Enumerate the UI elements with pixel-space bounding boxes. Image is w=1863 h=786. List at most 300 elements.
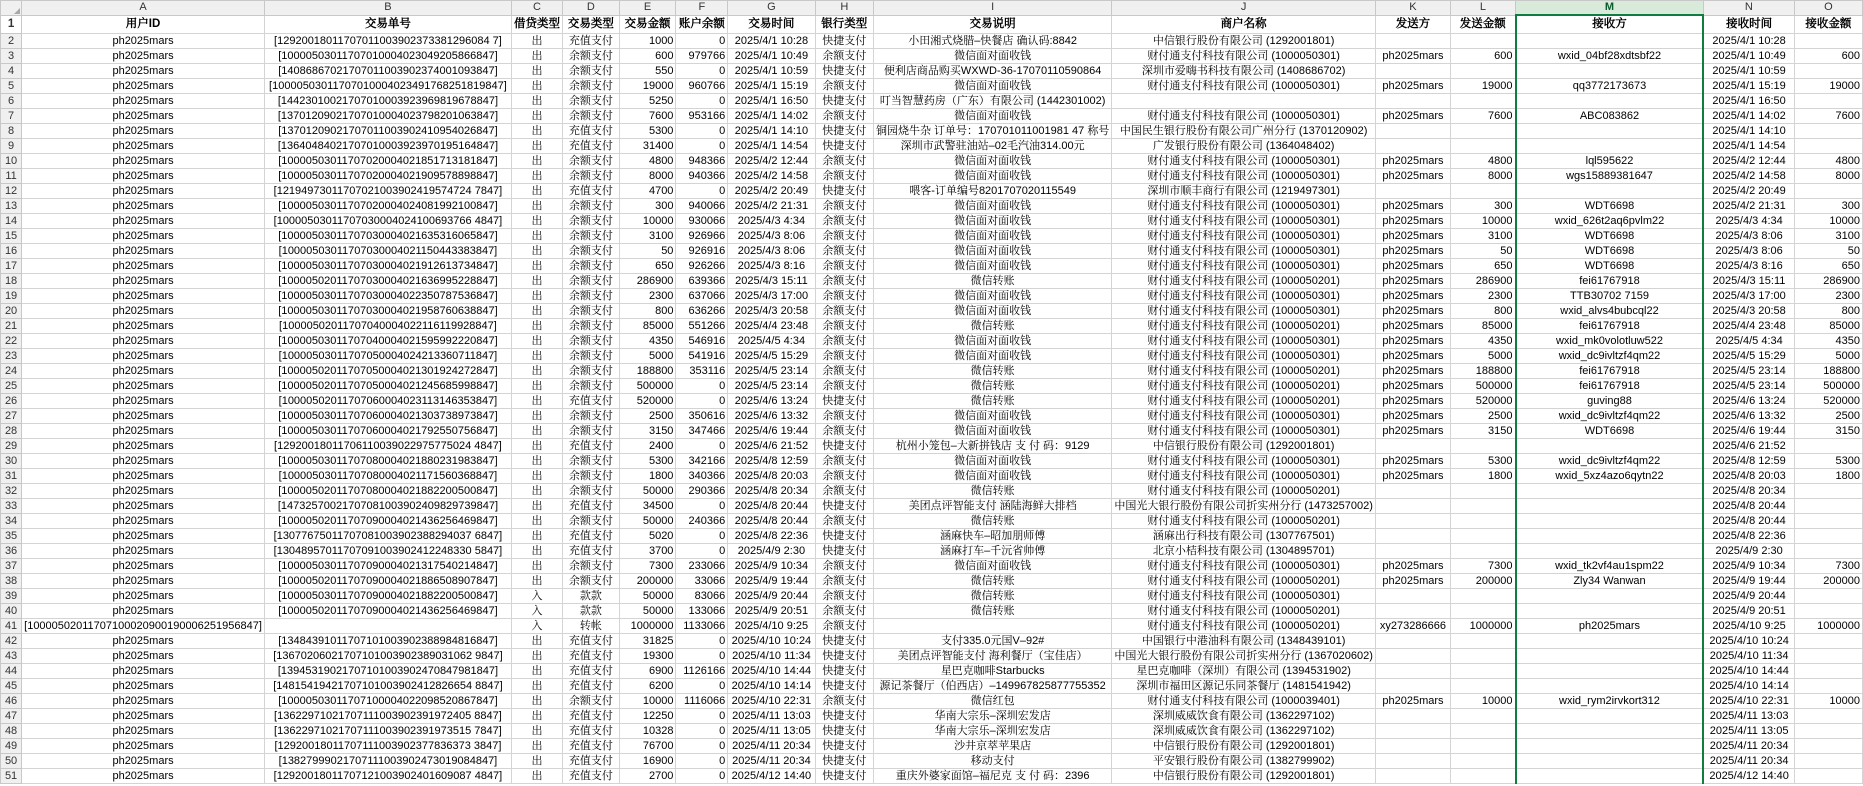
table-row[interactable] (1, 79, 1863, 94)
table-cell[interactable]: wxid_626t2aq6pvlm22 (1516, 214, 1704, 229)
table-cell[interactable]: 5250 (619, 94, 676, 109)
table-cell[interactable]: 7300 (1794, 559, 1862, 574)
table-cell[interactable] (1516, 139, 1704, 154)
table-cell[interactable]: ph2025mars (22, 79, 265, 94)
table-cell[interactable]: 微信转账 (873, 484, 1111, 499)
table-cell[interactable]: 2025/4/8 20:34 (728, 484, 815, 499)
table-cell[interactable]: 出 (511, 574, 562, 589)
table-cell[interactable] (1794, 739, 1862, 754)
table-cell[interactable]: [10000502011707090004021436256469847] (264, 604, 511, 619)
table-cell[interactable]: fei61767918 (1516, 364, 1704, 379)
table-cell[interactable]: 926266 (676, 259, 728, 274)
table-cell[interactable]: 充值支付 (562, 124, 619, 139)
table-row[interactable] (1, 214, 1863, 229)
table-cell[interactable]: 2025/4/2 21:31 (728, 199, 815, 214)
table-cell[interactable] (1794, 34, 1862, 49)
row-header[interactable]: 21 (1, 319, 22, 334)
table-cell[interactable]: 1800 (1794, 469, 1862, 484)
table-cell[interactable]: [12194973011707021003902419574724 7847] (264, 184, 511, 199)
table-cell[interactable]: 940366 (676, 169, 728, 184)
table-row[interactable] (1, 274, 1863, 289)
table-cell[interactable]: [10000502011707030004021636995228847] (264, 274, 511, 289)
table-cell[interactable]: 充值支付 (562, 709, 619, 724)
table-cell[interactable]: 微信面对面收钱 (873, 454, 1111, 469)
table-cell[interactable]: 出 (511, 514, 562, 529)
table-cell[interactable]: ph2025mars (22, 769, 265, 784)
table-cell[interactable]: 深圳市武警驻油站–02毛汽油314.00元 (873, 139, 1111, 154)
table-cell[interactable]: ph2025mars (22, 169, 265, 184)
table-cell[interactable] (1450, 94, 1515, 109)
table-row[interactable] (1, 409, 1863, 424)
table-cell[interactable]: 深圳市顺丰商行有限公司 (1219497301) (1112, 184, 1376, 199)
table-cell[interactable]: [13670206021707101003902389031062 9847] (264, 649, 511, 664)
table-cell[interactable]: [14815419421707101003902412826654 8847] (264, 679, 511, 694)
table-cell[interactable]: 财付通支付科技有限公司 (1000050301) (1112, 289, 1376, 304)
table-cell[interactable]: 5300 (1450, 454, 1515, 469)
table-cell[interactable]: 2500 (619, 409, 676, 424)
table-cell[interactable] (1516, 604, 1704, 619)
table-cell[interactable]: 2025/4/11 13:03 (728, 709, 815, 724)
table-cell[interactable]: 微信面对面收钱 (873, 334, 1111, 349)
table-cell[interactable] (1375, 634, 1450, 649)
table-cell[interactable] (1450, 34, 1515, 49)
row-header[interactable]: 51 (1, 769, 22, 784)
table-cell[interactable]: 50000 (619, 604, 676, 619)
table-cell[interactable]: 2025/4/9 20:51 (1703, 604, 1794, 619)
table-row[interactable] (1, 499, 1863, 514)
table-cell[interactable]: 2025/4/6 13:32 (1703, 409, 1794, 424)
table-cell[interactable]: 930066 (676, 214, 728, 229)
table-cell[interactable]: 2025/4/10 22:31 (1703, 694, 1794, 709)
table-cell[interactable]: 财付通支付科技有限公司 (1000050201) (1112, 274, 1376, 289)
table-cell[interactable]: 充值支付 (562, 184, 619, 199)
table-cell[interactable]: 2025/4/9 10:34 (728, 559, 815, 574)
table-cell[interactable]: 6200 (619, 679, 676, 694)
table-cell[interactable]: 10000 (1450, 694, 1515, 709)
row-header[interactable]: 32 (1, 484, 22, 499)
table-cell[interactable]: 2025/4/5 23:14 (1703, 364, 1794, 379)
column-header-a[interactable]: A (22, 1, 265, 16)
table-cell[interactable]: 财付通支付科技有限公司 (1000050301) (1112, 334, 1376, 349)
table-cell[interactable]: [13048957011707091003902412248330 5847] (264, 544, 511, 559)
table-cell[interactable]: 财付通支付科技有限公司 (1000050201) (1112, 394, 1376, 409)
table-cell[interactable]: fei61767918 (1516, 319, 1704, 334)
table-cell[interactable] (1794, 724, 1862, 739)
table-cell[interactable]: [10000503011707030004021150443383847] (264, 244, 511, 259)
table-cell[interactable]: 0 (676, 439, 728, 454)
row-header[interactable]: 10 (1, 154, 22, 169)
table-cell[interactable]: 财付通支付科技有限公司 (1000050301) (1112, 259, 1376, 274)
table-cell[interactable]: 3150 (1794, 424, 1862, 439)
table-cell[interactable]: 入 (511, 604, 562, 619)
table-cell[interactable]: 200000 (1794, 574, 1862, 589)
table-cell[interactable]: 0 (676, 34, 728, 49)
table-cell[interactable]: 637066 (676, 289, 728, 304)
table-cell[interactable]: 2025/4/10 11:34 (728, 649, 815, 664)
table-cell[interactable]: 出 (511, 274, 562, 289)
table-cell[interactable]: 喂客-订单编号8201707020115549 (873, 184, 1111, 199)
table-cell[interactable]: 50000 (619, 589, 676, 604)
table-cell[interactable]: 550 (619, 64, 676, 79)
table-cell[interactable]: 出 (511, 469, 562, 484)
table-cell[interactable]: 财付通支付科技有限公司 (1000050301) (1112, 214, 1376, 229)
table-cell[interactable] (1375, 664, 1450, 679)
row-header[interactable]: 12 (1, 184, 22, 199)
table-cell[interactable]: 快捷支付 (815, 664, 873, 679)
table-cell[interactable]: 19000 (619, 79, 676, 94)
table-cell[interactable]: 2025/4/9 20:44 (1703, 589, 1794, 604)
table-cell[interactable]: ph2025mars (22, 424, 265, 439)
table-cell[interactable]: 财付通支付科技有限公司 (1000050301) (1112, 559, 1376, 574)
column-header-i[interactable]: I (873, 1, 1111, 16)
table-cell[interactable]: [13077675011707081003902388294037 6847] (264, 529, 511, 544)
table-cell[interactable]: 财付通支付科技有限公司 (1000050301) (1112, 154, 1376, 169)
row-header[interactable]: 45 (1, 679, 22, 694)
table-cell[interactable]: 余额支付 (562, 454, 619, 469)
table-cell[interactable]: 290366 (676, 484, 728, 499)
table-cell[interactable]: 财付通支付科技有限公司 (1000050301) (1112, 109, 1376, 124)
table-cell[interactable]: 2025/4/10 22:31 (728, 694, 815, 709)
table-cell[interactable]: 1000000 (619, 619, 676, 634)
column-header-m[interactable]: M (1516, 1, 1704, 16)
table-row[interactable] (1, 109, 1863, 124)
table-cell[interactable]: 出 (511, 454, 562, 469)
table-cell[interactable]: 2025/4/2 14:58 (728, 169, 815, 184)
table-cell[interactable]: 19300 (619, 649, 676, 664)
table-cell[interactable]: 188800 (1794, 364, 1862, 379)
table-cell[interactable]: [10000502011707100020900190006251956847] (22, 619, 265, 634)
table-cell[interactable]: 650 (1450, 259, 1515, 274)
table-cell[interactable]: 出 (511, 439, 562, 454)
table-cell[interactable] (1375, 709, 1450, 724)
table-cell[interactable]: 2025/4/8 12:59 (728, 454, 815, 469)
table-cell[interactable]: 财付通支付科技有限公司 (1000050301) (1112, 169, 1376, 184)
table-cell[interactable]: 800 (1450, 304, 1515, 319)
table-row[interactable] (1, 649, 1863, 664)
table-cell[interactable]: 340366 (676, 469, 728, 484)
table-cell[interactable]: 2025/4/1 10:28 (1703, 34, 1794, 49)
table-cell[interactable]: 快捷支付 (815, 529, 873, 544)
table-cell[interactable]: 639366 (676, 274, 728, 289)
table-cell[interactable]: 充值支付 (562, 664, 619, 679)
table-cell[interactable]: 953166 (676, 109, 728, 124)
table-cell[interactable]: 800 (619, 304, 676, 319)
table-cell[interactable]: 华南大宗乐–深圳宏发店 (873, 724, 1111, 739)
table-cell[interactable]: 余额支付 (815, 484, 873, 499)
table-row[interactable] (1, 469, 1863, 484)
table-cell[interactable]: [10000502011707060004023113146353847] (264, 394, 511, 409)
row-header[interactable]: 11 (1, 169, 22, 184)
table-cell[interactable]: ph2025mars (22, 409, 265, 424)
table-cell[interactable]: [14423010021707010003923969819678847] (264, 94, 511, 109)
table-cell[interactable]: 2025/4/9 2:30 (1703, 544, 1794, 559)
table-cell[interactable]: 2025/4/3 15:11 (1703, 274, 1794, 289)
table-cell[interactable] (1794, 514, 1862, 529)
table-cell[interactable] (1450, 649, 1515, 664)
table-cell[interactable]: 充值支付 (562, 724, 619, 739)
table-cell[interactable]: 85000 (619, 319, 676, 334)
table-cell[interactable]: 3100 (619, 229, 676, 244)
table-cell[interactable]: 520000 (1450, 394, 1515, 409)
table-row[interactable] (1, 169, 1863, 184)
table-cell[interactable]: 1000000 (1450, 619, 1515, 634)
table-cell[interactable]: 2025/4/8 22:36 (728, 529, 815, 544)
column-header-g[interactable]: G (728, 1, 815, 16)
table-cell[interactable]: 1800 (619, 469, 676, 484)
table-cell[interactable]: 2025/4/9 19:44 (728, 574, 815, 589)
table-cell[interactable]: 76700 (619, 739, 676, 754)
table-cell[interactable]: ph2025mars (22, 334, 265, 349)
table-row[interactable] (1, 289, 1863, 304)
table-cell[interactable] (1516, 124, 1704, 139)
row-header[interactable]: 47 (1, 709, 22, 724)
table-cell[interactable]: 出 (511, 124, 562, 139)
table-cell[interactable]: 出 (511, 199, 562, 214)
row-header[interactable]: 50 (1, 754, 22, 769)
table-cell[interactable]: 2025/4/10 14:44 (728, 664, 815, 679)
table-cell[interactable] (1450, 484, 1515, 499)
column-header-n[interactable]: N (1703, 1, 1794, 16)
table-cell[interactable]: 余额支付 (815, 244, 873, 259)
table-cell[interactable]: 2025/4/6 21:52 (728, 439, 815, 454)
table-cell[interactable]: 入 (511, 589, 562, 604)
table-cell[interactable] (1450, 634, 1515, 649)
table-row[interactable] (1, 379, 1863, 394)
table-cell[interactable] (1450, 604, 1515, 619)
table-cell[interactable]: 财付通支付科技有限公司 (1000050201) (1112, 604, 1376, 619)
table-cell[interactable]: 余额支付 (562, 334, 619, 349)
table-cell[interactable]: 2025/4/2 21:31 (1703, 199, 1794, 214)
table-cell[interactable]: 2025/4/5 4:34 (1703, 334, 1794, 349)
table-cell[interactable]: 余额支付 (562, 154, 619, 169)
table-cell[interactable]: ph2025mars (22, 649, 265, 664)
table-cell[interactable]: 546916 (676, 334, 728, 349)
table-cell[interactable]: 入 (511, 619, 562, 634)
table-cell[interactable] (1450, 439, 1515, 454)
table-cell[interactable]: [12920018011707011003902373381296084 7] (264, 34, 511, 49)
table-cell[interactable]: 款款 (562, 604, 619, 619)
table-cell[interactable] (1375, 439, 1450, 454)
table-cell[interactable]: 2025/4/12 14:40 (728, 769, 815, 784)
table-cell[interactable]: 2025/4/11 13:05 (728, 724, 815, 739)
table-cell[interactable] (1516, 679, 1704, 694)
table-cell[interactable]: 200000 (1450, 574, 1515, 589)
table-cell[interactable]: 2025/4/11 13:05 (1703, 724, 1794, 739)
table-cell[interactable]: 出 (511, 694, 562, 709)
table-cell[interactable]: 2025/4/9 2:30 (728, 544, 815, 559)
table-cell[interactable]: 0 (676, 754, 728, 769)
table-cell[interactable]: 8000 (619, 169, 676, 184)
table-cell[interactable] (1375, 649, 1450, 664)
table-cell[interactable]: 4350 (1794, 334, 1862, 349)
table-cell[interactable]: [13484391011707101003902388984816847] (264, 634, 511, 649)
table-cell[interactable]: 中信银行股份有限公司 (1292001801) (1112, 439, 1376, 454)
column-header-row[interactable] (1, 1, 1863, 16)
table-cell[interactable] (1375, 754, 1450, 769)
table-cell[interactable]: [10000503011707030004021958760638847] (264, 304, 511, 319)
table-cell[interactable]: 0 (676, 379, 728, 394)
row-header[interactable]: 37 (1, 559, 22, 574)
table-cell[interactable]: ph2025mars (22, 469, 265, 484)
table-cell[interactable]: 余额支付 (562, 319, 619, 334)
table-cell[interactable]: 余额支付 (562, 694, 619, 709)
table-cell[interactable]: Zly34 Wanwan (1516, 574, 1704, 589)
table-cell[interactable]: 出 (511, 139, 562, 154)
table-cell[interactable]: 2025/4/3 8:16 (1703, 259, 1794, 274)
table-cell[interactable]: 出 (511, 484, 562, 499)
table-cell[interactable] (1450, 739, 1515, 754)
table-cell[interactable]: ph2025mars (22, 274, 265, 289)
table-cell[interactable]: ph2025mars (22, 724, 265, 739)
table-cell[interactable]: 8000 (1450, 169, 1515, 184)
table-cell[interactable]: 347466 (676, 424, 728, 439)
table-cell[interactable]: 余额支付 (815, 424, 873, 439)
table-cell[interactable]: 286900 (1794, 274, 1862, 289)
table-cell[interactable]: 2025/4/1 16:50 (728, 94, 815, 109)
table-row[interactable] (1, 634, 1863, 649)
table-cell[interactable]: 余额支付 (562, 574, 619, 589)
table-cell[interactable]: ph2025mars (22, 679, 265, 694)
table-cell[interactable] (1794, 664, 1862, 679)
table-cell[interactable] (1450, 544, 1515, 559)
table-cell[interactable]: 中信银行股份有限公司 (1292001801) (1112, 739, 1376, 754)
table-row[interactable] (1, 394, 1863, 409)
table-cell[interactable]: [10000502011707090004021886508907847] (264, 574, 511, 589)
table-cell[interactable]: 0 (676, 709, 728, 724)
table-cell[interactable]: 微信转账 (873, 274, 1111, 289)
table-cell[interactable]: 50 (1450, 244, 1515, 259)
column-header-f[interactable]: F (676, 1, 728, 16)
table-cell[interactable]: 342166 (676, 454, 728, 469)
table-cell[interactable]: 涵麻快车–昭加朋师傅 (873, 529, 1111, 544)
table-cell[interactable]: 出 (511, 679, 562, 694)
table-cell[interactable] (1375, 769, 1450, 784)
table-cell[interactable]: 余额支付 (562, 49, 619, 64)
table-cell[interactable]: ph2025mars (22, 289, 265, 304)
table-cell[interactable]: 美团点评智能支付 涵陆海鲜大排档 (873, 499, 1111, 514)
table-cell[interactable]: 948366 (676, 154, 728, 169)
table-cell[interactable]: ph2025mars (1375, 229, 1450, 244)
table-cell[interactable]: 支付335.0元国V–92# (873, 634, 1111, 649)
table-cell[interactable]: 4800 (1794, 154, 1862, 169)
table-cell[interactable]: wxid_dc9ivltzf4qm22 (1516, 349, 1704, 364)
table-cell[interactable]: 深圳威威饮食有限公司 (1362297102) (1112, 709, 1376, 724)
table-cell[interactable]: 微信面对面收钱 (873, 469, 1111, 484)
table-cell[interactable]: 快捷支付 (815, 709, 873, 724)
table-cell[interactable]: 出 (511, 769, 562, 784)
table-cell[interactable]: 余额支付 (815, 214, 873, 229)
table-cell[interactable]: 2025/4/11 20:34 (728, 739, 815, 754)
table-cell[interactable]: 133066 (676, 604, 728, 619)
table-cell[interactable]: 余额支付 (562, 79, 619, 94)
row-header[interactable]: 49 (1, 739, 22, 754)
table-cell[interactable]: 2025/4/10 14:44 (1703, 664, 1794, 679)
table-cell[interactable]: 快捷支付 (815, 184, 873, 199)
row-header[interactable]: 9 (1, 139, 22, 154)
table-cell[interactable]: 出 (511, 319, 562, 334)
table-cell[interactable] (1794, 139, 1862, 154)
table-cell[interactable]: 微信面对面收钱 (873, 289, 1111, 304)
table-cell[interactable] (1794, 94, 1862, 109)
table-cell[interactable]: [10000503011707090004021317540214847] (264, 559, 511, 574)
table-cell[interactable]: 500000 (1794, 379, 1862, 394)
table-cell[interactable]: 19000 (1794, 79, 1862, 94)
table-cell[interactable] (1375, 124, 1450, 139)
table-cell[interactable] (1516, 94, 1704, 109)
table-cell[interactable]: 2025/4/5 4:34 (728, 334, 815, 349)
table-cell[interactable]: 源记茶餐厅（伯西店）–149967825877755352 (873, 679, 1111, 694)
table-cell[interactable]: 2025/4/10 11:34 (1703, 649, 1794, 664)
table-cell[interactable] (1516, 754, 1704, 769)
table-cell[interactable]: 出 (511, 499, 562, 514)
table-cell[interactable]: 余额支付 (815, 274, 873, 289)
table-cell[interactable]: ph2025mars (1516, 619, 1704, 634)
table-cell[interactable]: 涵麻打车–千沅省帅傅 (873, 544, 1111, 559)
table-cell[interactable]: 微信面对面收钱 (873, 214, 1111, 229)
table-cell[interactable]: 2025/4/8 20:34 (1703, 484, 1794, 499)
table-cell[interactable]: 940066 (676, 199, 728, 214)
table-cell[interactable]: 快捷支付 (815, 34, 873, 49)
table-cell[interactable]: ph2025mars (22, 499, 265, 514)
table-cell[interactable] (1516, 589, 1704, 604)
table-cell[interactable]: ph2025mars (22, 64, 265, 79)
table-cell[interactable] (1516, 634, 1704, 649)
table-cell[interactable]: 2025/4/3 8:16 (728, 259, 815, 274)
table-cell[interactable]: 2025/4/1 10:59 (728, 64, 815, 79)
table-cell[interactable]: 快捷支付 (815, 739, 873, 754)
row-header[interactable]: 34 (1, 514, 22, 529)
table-cell[interactable]: 34500 (619, 499, 676, 514)
table-cell[interactable]: 2025/4/10 9:25 (1703, 619, 1794, 634)
table-cell[interactable]: 充值支付 (562, 394, 619, 409)
table-cell[interactable]: 出 (511, 229, 562, 244)
table-cell[interactable]: 财付通支付科技有限公司 (1000050201) (1112, 379, 1376, 394)
table-cell[interactable]: 中国光大银行股份有限公司折实州分行 (1367020602) (1112, 649, 1376, 664)
table-cell[interactable]: 余额支付 (562, 469, 619, 484)
table-cell[interactable]: wxid_mk0volotluw522 (1516, 334, 1704, 349)
table-cell[interactable]: [10000502011707050004021245685998847] (264, 379, 511, 394)
table-cell[interactable]: ph2025mars (22, 664, 265, 679)
table-cell[interactable]: 10000 (1794, 694, 1862, 709)
table-cell[interactable]: [10000503011707030004024100693766 4847] (264, 214, 511, 229)
table-cell[interactable]: 2025/4/5 23:14 (1703, 379, 1794, 394)
table-cell[interactable]: 微信面对面收钱 (873, 559, 1111, 574)
table-cell[interactable]: [10000502011707040004022116119928847] (264, 319, 511, 334)
table-cell[interactable]: 出 (511, 649, 562, 664)
table-cell[interactable] (1450, 64, 1515, 79)
table-cell[interactable]: 10328 (619, 724, 676, 739)
table-cell[interactable]: 余额支付 (562, 109, 619, 124)
table-cell[interactable]: 2025/4/1 10:49 (728, 49, 815, 64)
table-cell[interactable]: 中信银行股份有限公司 (1292001801) (1112, 769, 1376, 784)
table-cell[interactable]: 10000 (1450, 214, 1515, 229)
table-cell[interactable] (1375, 544, 1450, 559)
column-header-h[interactable]: H (815, 1, 873, 16)
table-cell[interactable]: 出 (511, 49, 562, 64)
row-header[interactable]: 38 (1, 574, 22, 589)
table-cell[interactable]: ph2025mars (22, 394, 265, 409)
table-cell[interactable]: 2025/4/3 8:06 (1703, 229, 1794, 244)
table-cell[interactable]: [12920018011707111003902377836373 3847] (264, 739, 511, 754)
table-cell[interactable]: 2025/4/3 20:58 (728, 304, 815, 319)
table-cell[interactable]: 出 (511, 409, 562, 424)
table-cell[interactable]: 286900 (619, 274, 676, 289)
table-cell[interactable]: 余额支付 (562, 199, 619, 214)
table-cell[interactable]: ph2025mars (1375, 304, 1450, 319)
table-cell[interactable]: ph2025mars (22, 454, 265, 469)
table-row[interactable] (1, 439, 1863, 454)
table-cell[interactable]: ph2025mars (1375, 49, 1450, 64)
